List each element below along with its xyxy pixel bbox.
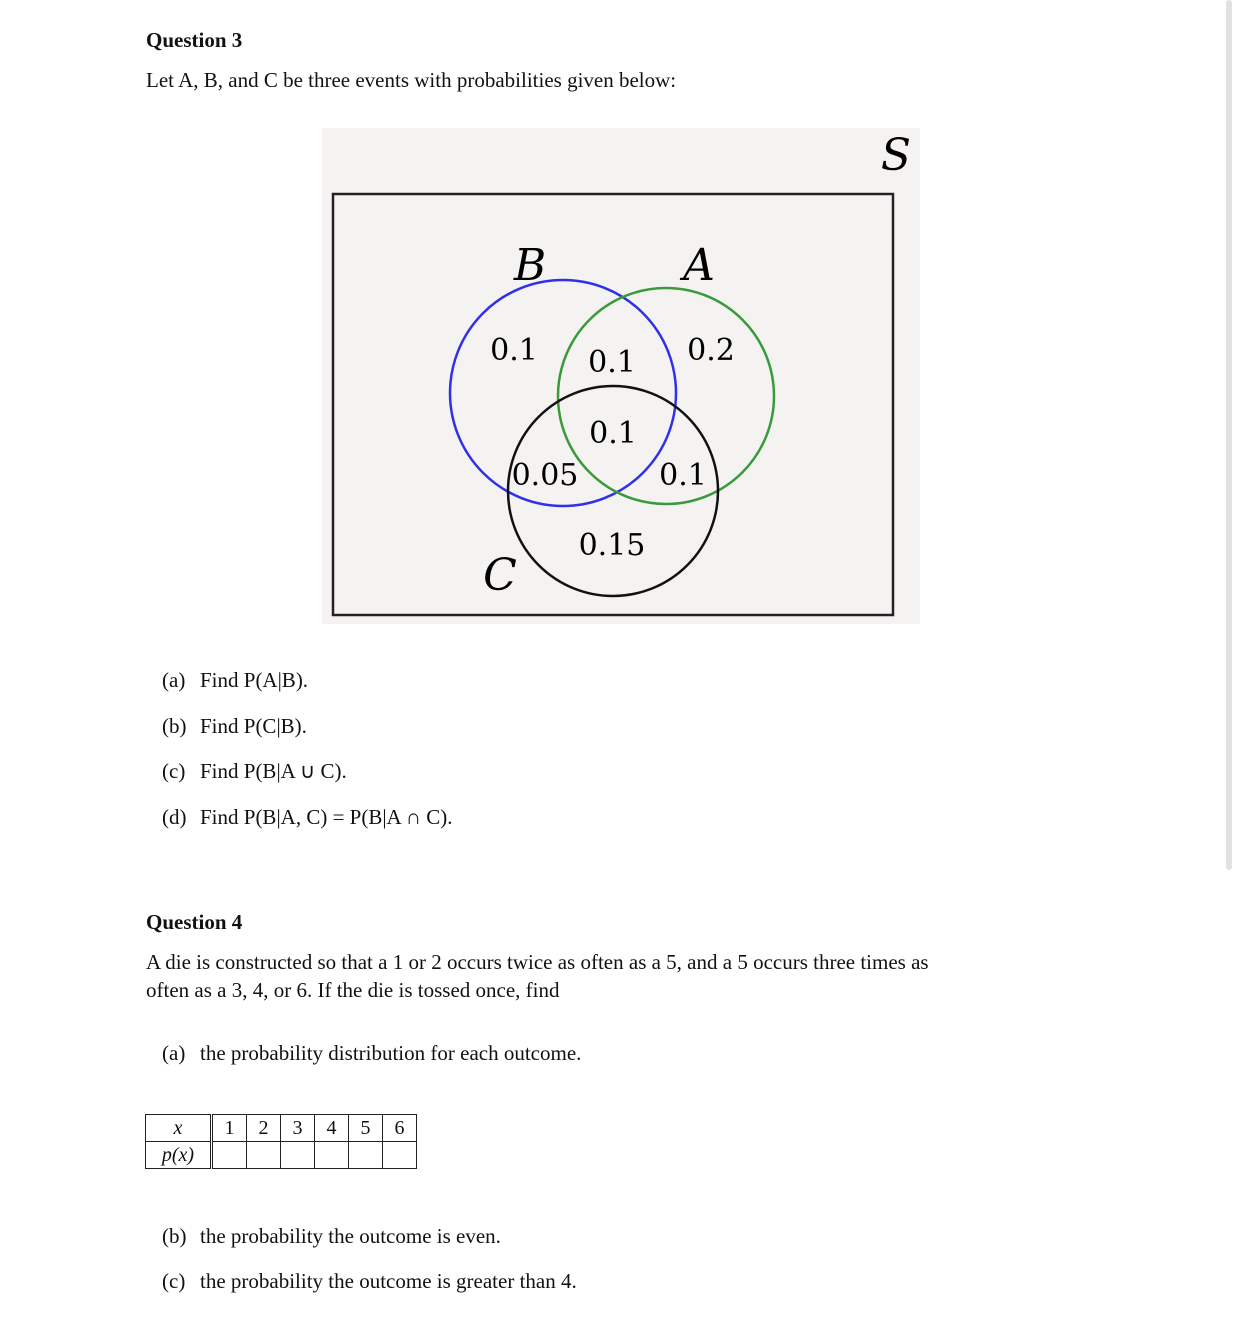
label-S: S: [880, 130, 912, 181]
row-label-px: p(x): [146, 1142, 212, 1169]
q3-part-b: (b) Find P(C|B).: [162, 714, 307, 738]
question-4-intro-line1: A die is constructed so that a 1 or 2 occurs twice as often as a 5, and a 5 occurs three times as: [146, 950, 929, 974]
question-3-intro: Let A, B, and C be three events with probabilities given below:: [146, 68, 677, 92]
probability-cell[interactable]: [281, 1142, 315, 1169]
question-4-intro-line2: often as a 3, 4, or 6. If the die is tossed once, find: [146, 978, 560, 1002]
region-A-B-C: 0.1: [589, 416, 637, 451]
label-B: B: [513, 240, 547, 291]
outcome-cell: 4: [315, 1115, 349, 1142]
row-label-x: x: [146, 1115, 212, 1142]
q3-part-d: (d) Find P(B|A, C) = P(B|A ∩ C).: [162, 805, 453, 829]
probability-cell[interactable]: [247, 1142, 281, 1169]
outcome-cell: 2: [247, 1115, 281, 1142]
outcome-cell: 5: [349, 1115, 383, 1142]
table-row: [146, 1115, 417, 1142]
q4-part-b: (b) the probability the outcome is even.: [162, 1224, 501, 1248]
region-B-only: 0.1: [490, 333, 538, 368]
q3-part-c: (c) Find P(B|A ∪ C).: [162, 759, 347, 783]
label-C: C: [483, 550, 517, 601]
q3-part-a: (a) Find P(A|B).: [162, 668, 309, 692]
region-B-C: 0.05: [511, 458, 579, 493]
region-A-C: 0.1: [659, 458, 707, 493]
table-row: [146, 1142, 417, 1169]
scrollbar[interactable]: [1226, 0, 1232, 870]
outcome-cell: 1: [212, 1115, 247, 1142]
outcome-cell: 6: [383, 1115, 417, 1142]
region-A-B: 0.1: [588, 345, 636, 380]
venn-diagram: [322, 128, 920, 624]
probability-cell[interactable]: [315, 1142, 349, 1169]
probability-cell[interactable]: [212, 1142, 247, 1169]
question-3-heading: Question 3: [146, 28, 243, 52]
probability-cell[interactable]: [349, 1142, 383, 1169]
question-4-heading: Question 4: [146, 910, 243, 934]
q4-part-c: (c) the probability the outcome is greater than 4.: [162, 1269, 577, 1293]
q4-part-a: (a) the probability distribution for each outcome.: [162, 1041, 582, 1065]
region-A-only: 0.2: [687, 333, 735, 368]
outcome-cell: 3: [281, 1115, 315, 1142]
distribution-table: [145, 1114, 417, 1169]
label-A: A: [683, 240, 715, 291]
probability-cell[interactable]: [383, 1142, 417, 1169]
region-C-only: 0.15: [578, 528, 646, 563]
